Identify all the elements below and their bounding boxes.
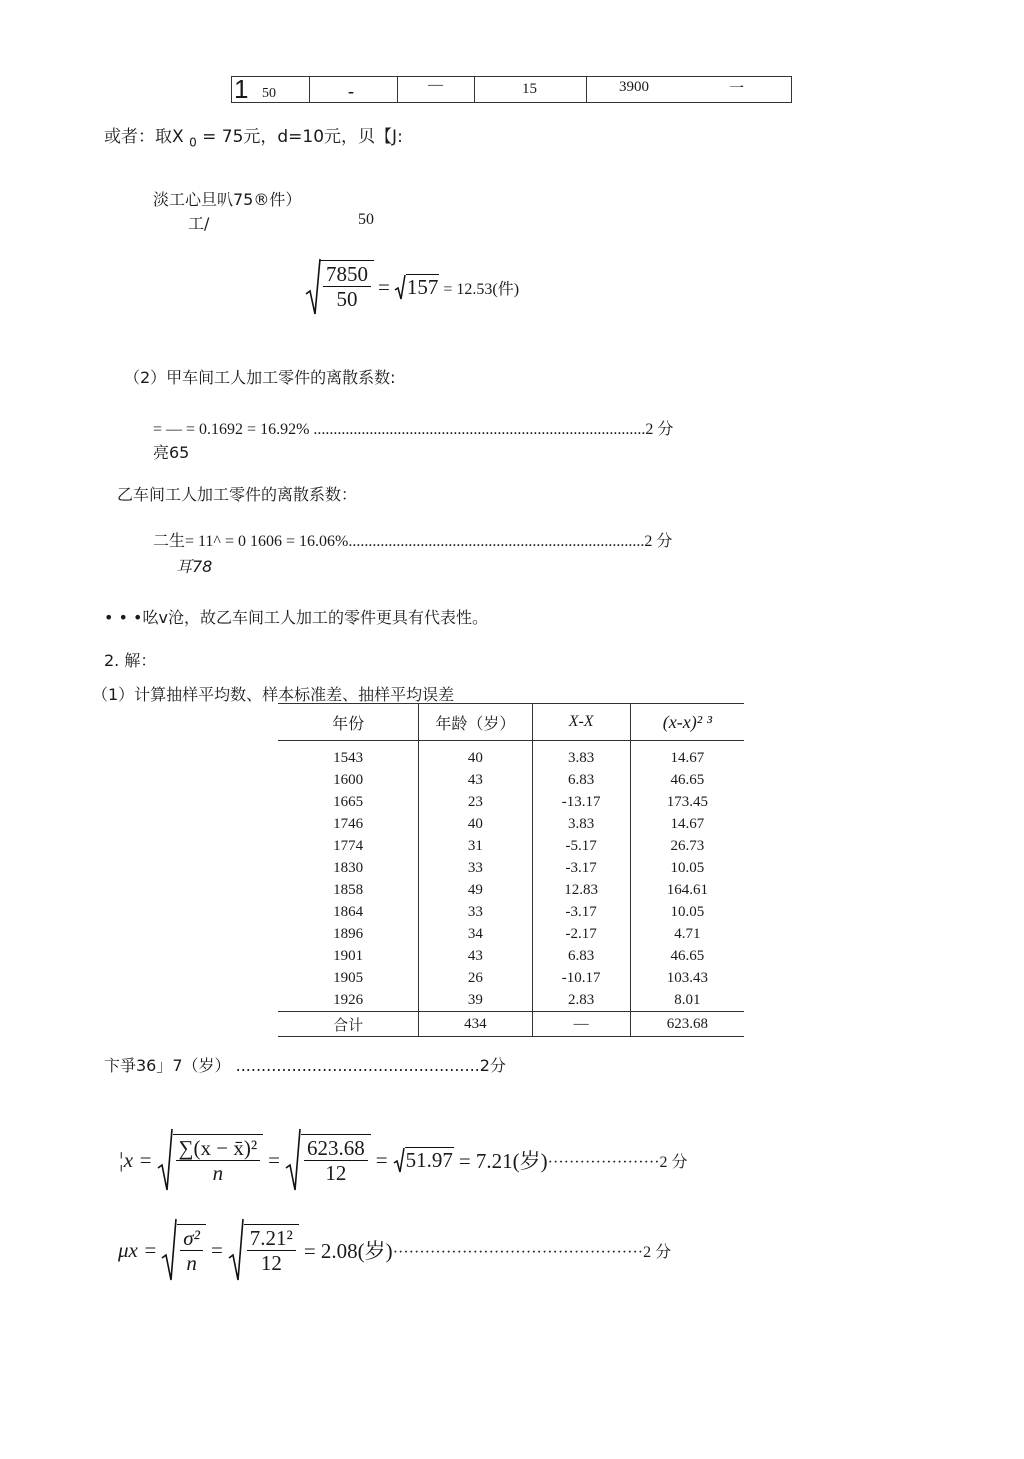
radical-sign-icon (393, 1147, 405, 1173)
cell-deviation-squared: 173.45 (630, 791, 744, 813)
total-squared: 623.68 (630, 1012, 744, 1037)
cell-year: 1543 (333, 750, 364, 766)
radical-sign-icon (161, 1218, 177, 1282)
numerator: 7850 (323, 263, 371, 287)
radical-sign-icon (285, 1128, 301, 1192)
cell-year: 1774 (333, 838, 364, 854)
cell-age: 31 (419, 835, 532, 857)
garbled-formula-line-1: 淡工心旦叭75®件） (153, 190, 302, 209)
cell-second (310, 77, 398, 102)
header-deviation: X-X (532, 704, 630, 741)
cell-year: 1600 (333, 772, 364, 788)
table-row (278, 813, 744, 835)
radical-sign-icon (305, 258, 321, 316)
radicand-157: 157 (406, 275, 439, 299)
total-label: 合计 (278, 1012, 419, 1037)
fraction-7850-50 (323, 263, 371, 311)
cell-deviation-squared: 164.61 (630, 879, 744, 901)
cell-deviation-squared: 26.73 (630, 835, 744, 857)
cell-year: 1901 (333, 948, 364, 964)
total-deviation: — (532, 1012, 630, 1037)
cell-age: 43 (419, 769, 532, 791)
table-total-row (278, 1012, 744, 1037)
mu-lhs: μx = (118, 1237, 158, 1262)
garbled-formula-denominator: 50 (358, 211, 374, 228)
cell-deviation-squared: 4.71 (630, 923, 744, 945)
coefficient-b-heading: 乙车间工人加工零件的离散系数： (117, 485, 358, 504)
cell-deviation: -5.17 (532, 835, 630, 857)
radical-sign-icon (157, 1128, 173, 1192)
cell-year: 1926 (333, 992, 364, 1008)
cell-age: 23 (419, 791, 532, 813)
radicand-51-97: 51.97 (405, 1148, 453, 1172)
denominator: 50 (336, 287, 358, 312)
cell-age: 49 (419, 879, 532, 901)
cell-deviation: -3.17 (532, 857, 630, 879)
sum-numerator: ∑(x − x̄)² (176, 1137, 261, 1161)
table-header-row (278, 704, 744, 741)
coefficient-a-line: = — = 0.1692 = 16.92% ...................................................................................2 分 (153, 421, 674, 438)
sigma-lhs: ¦x = (118, 1147, 153, 1172)
cell-deviation-squared: 46.65 (630, 945, 744, 967)
cell-year: 1746 (333, 816, 364, 832)
partial-table-row (231, 76, 792, 103)
cell-dash: - (348, 81, 354, 101)
denominator-12: 12 (325, 1161, 347, 1186)
cell-value-15: 15 (522, 81, 537, 97)
table-row (278, 791, 744, 813)
cell-age: 26 (419, 967, 532, 989)
sigma-squared: σ² (180, 1227, 203, 1251)
cell-deviation: 6.83 (532, 769, 630, 791)
radical-sign-icon (228, 1218, 244, 1282)
coefficient-b-sub: 耳78 (176, 557, 213, 576)
cell-year: 1896 (333, 926, 364, 942)
sample-std-formula: ¦x = $\frac{\text{∑(x − x̄)²}}{n}$ = $\frac{623.68}{12}$ = 51.97 = 7.21(岁) ·····················2 分 (118, 1128, 688, 1192)
cell-deviation: 12.83 (532, 879, 630, 901)
cell-year: 1858 (333, 882, 364, 898)
cell-age: 33 (419, 857, 532, 879)
cell-value-3900: 3900 (619, 79, 649, 95)
cell-deviation: 3.83 (532, 813, 630, 835)
cell-value-yi: 一 (729, 81, 745, 97)
cell-fifth (587, 77, 791, 102)
cell-year: 1905 (333, 970, 364, 986)
cell-year: 1665 (333, 794, 364, 810)
table-row (278, 769, 744, 791)
cell-age: 33 (419, 901, 532, 923)
cell-small-number: 50 (262, 86, 276, 101)
cell-deviation-squared: 46.65 (630, 769, 744, 791)
cell-age: 43 (419, 945, 532, 967)
cell-deviation: -13.17 (532, 791, 630, 813)
std-dev-formula: $\frac{7850}{50}$ = 157 = 12.53(件) (305, 258, 519, 316)
fraction-7-21sq-over-12 (247, 1227, 296, 1275)
mu-x-result: = 2.08(岁) (303, 1239, 393, 1263)
cell-deviation: 3.83 (532, 741, 630, 770)
fraction-sum-over-n (176, 1137, 261, 1185)
question-2-heading: 2. 解： (104, 651, 157, 670)
table-row (278, 967, 744, 989)
sigma-result: = 12.53(件) (443, 280, 520, 298)
header-year: 年份 (278, 704, 419, 741)
coefficient-b-line: 二生= 11^ = 0 1606 = 16.06%..........................................................................2 分 (153, 533, 673, 550)
sample-table (278, 703, 744, 1037)
table-row (278, 741, 744, 770)
cell-age: 40 (419, 813, 532, 835)
alt-subscript: 0 (189, 135, 197, 150)
cell-deviation: -3.17 (532, 901, 630, 923)
conclusion-line: • • •吆v沧，故乙车间工人加工的零件更具有代表性。 (104, 608, 488, 627)
fraction-sigma2-over-n (180, 1227, 203, 1275)
coefficient-a-sub: 亮65 (153, 443, 190, 462)
numerator-623: 623.68 (304, 1137, 368, 1161)
header-age: 年龄（岁） (419, 704, 532, 741)
cell-age: 40 (419, 741, 532, 770)
cell-deviation: 2.83 (532, 989, 630, 1012)
cell-first (232, 74, 310, 104)
total-age: 434 (419, 1012, 532, 1037)
cell-emdash: — (428, 77, 443, 93)
alt-text-rest: = 75元，d=10元，贝【J: (196, 127, 403, 147)
cell-year: 1864 (333, 904, 364, 920)
numerator-7-21-squared: 7.21² (247, 1227, 296, 1251)
mu-x-dots: ···············································2 分 (392, 1243, 672, 1261)
cell-deviation-squared: 103.43 (630, 967, 744, 989)
cell-fourth (475, 77, 587, 102)
table-row (278, 989, 744, 1012)
table-row (278, 879, 744, 901)
radical-sign-icon (394, 274, 406, 300)
cell-deviation-squared: 8.01 (630, 989, 744, 1012)
cell-deviation-squared: 10.05 (630, 901, 744, 923)
cell-deviation: -2.17 (532, 923, 630, 945)
mean-line: 卞爭36」7（岁） ................................................2分 (104, 1056, 506, 1075)
cell-deviation: -10.17 (532, 967, 630, 989)
denominator-12: 12 (260, 1251, 282, 1276)
cell-big-number: 1 (234, 74, 249, 104)
n-denominator: n (212, 1161, 224, 1186)
table-row (278, 835, 744, 857)
table-row (278, 923, 744, 945)
table-row (278, 901, 744, 923)
fraction-623-over-12 (304, 1137, 368, 1185)
sigma-x-result: = 7.21(岁) (458, 1149, 548, 1173)
header-deviation-squared: (x-x)² ³ (630, 704, 744, 741)
sampling-error-formula: μx = $\frac{\text{σ²}}{n}$ = $\frac{\text{7.21²}}{12}$ = 2.08(岁) ···············································2 分 (118, 1218, 671, 1282)
part-2-heading: （2）甲车间工人加工零件的离散系数: (124, 368, 396, 387)
table-row (278, 945, 744, 967)
n-denominator: n (186, 1251, 197, 1276)
cell-deviation: 6.83 (532, 945, 630, 967)
cell-age: 34 (419, 923, 532, 945)
cell-year: 1830 (333, 860, 364, 876)
cell-deviation-squared: 10.05 (630, 857, 744, 879)
cell-deviation-squared: 14.67 (630, 741, 744, 770)
cell-age: 39 (419, 989, 532, 1012)
alternative-method-line (104, 122, 403, 149)
alt-text: 或者：取X (104, 127, 190, 147)
question-2-subheading: （1）计算抽样平均数、样本标准差、抽样平均误差 (92, 685, 455, 704)
cell-third (398, 77, 475, 102)
sigma-x-dots: ·····················2 分 (547, 1153, 688, 1171)
table-row (278, 857, 744, 879)
garbled-formula-line-2: 工/ (188, 214, 210, 233)
cell-deviation-squared: 14.67 (630, 813, 744, 835)
